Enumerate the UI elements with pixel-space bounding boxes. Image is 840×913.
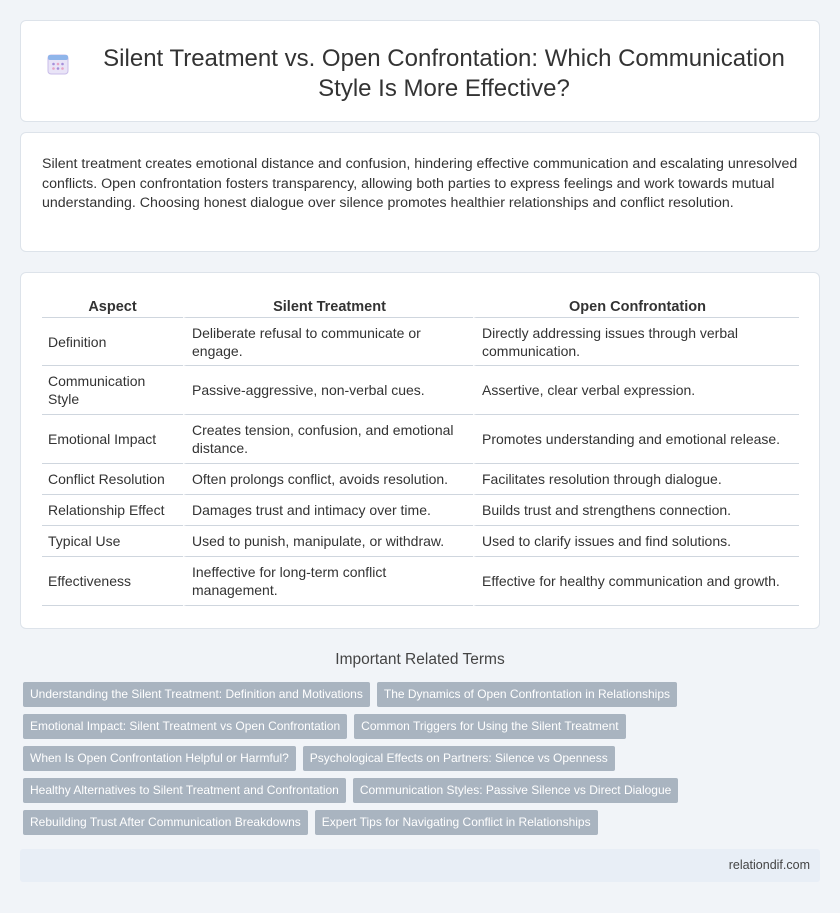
- related-term-tag[interactable]: Psychological Effects on Partners: Silence vs Openness: [303, 746, 615, 771]
- table-header-row: [42, 297, 799, 318]
- tag-row: [23, 746, 823, 778]
- open-confrontation-cell: Effective for healthy communication and growth.: [473, 557, 799, 606]
- column-header-aspect: Aspect: [42, 297, 183, 318]
- related-term-tag[interactable]: Understanding the Silent Treatment: Definition and Motivations: [23, 682, 370, 707]
- silent-treatment-cell: Creates tension, confusion, and emotional distance.: [183, 415, 473, 464]
- aspect-cell: Definition: [42, 318, 183, 366]
- silent-treatment-cell: Used to punish, manipulate, or withdraw.: [183, 526, 473, 557]
- aspect-cell: Conflict Resolution: [42, 464, 183, 495]
- table-row: [42, 464, 799, 495]
- aspect-cell: Communication Style: [42, 366, 183, 415]
- open-confrontation-cell: Promotes understanding and emotional release.: [473, 415, 799, 464]
- aspect-cell: Typical Use: [42, 526, 183, 557]
- table-row: [42, 415, 799, 464]
- comparison-table-card: [20, 272, 820, 629]
- open-confrontation-cell: Directly addressing issues through verbal communication.: [473, 318, 799, 366]
- related-term-tag[interactable]: Healthy Alternatives to Silent Treatment and Confrontation: [23, 778, 346, 803]
- aspect-cell: Relationship Effect: [42, 495, 183, 526]
- footer-site-link[interactable]: relationdif.com: [728, 858, 810, 872]
- table-row: [42, 495, 799, 526]
- related-term-tag[interactable]: Emotional Impact: Silent Treatment vs Open Confrontation: [23, 714, 347, 739]
- open-confrontation-cell: Assertive, clear verbal expression.: [473, 366, 799, 415]
- comparison-table: [42, 297, 799, 606]
- tag-row: [23, 682, 823, 714]
- calendar-grid-icon: [46, 52, 70, 76]
- aspect-cell: Emotional Impact: [42, 415, 183, 464]
- silent-treatment-cell: Ineffective for long-term conflict management.: [183, 557, 473, 606]
- silent-treatment-cell: Passive-aggressive, non-verbal cues.: [183, 366, 473, 415]
- open-confrontation-cell: Builds trust and strengthens connection.: [473, 495, 799, 526]
- column-header-open-confrontation: Open Confrontation: [473, 297, 799, 318]
- silent-treatment-cell: Deliberate refusal to communicate or engage.: [183, 318, 473, 366]
- aspect-cell: Effectiveness: [42, 557, 183, 606]
- table-row: [42, 318, 799, 366]
- related-term-tag[interactable]: Expert Tips for Navigating Conflict in Relationships: [315, 810, 598, 835]
- open-confrontation-cell: Used to clarify issues and find solutions.: [473, 526, 799, 557]
- intro-card: [20, 132, 820, 252]
- related-terms-heading: Important Related Terms: [335, 651, 505, 668]
- related-term-tag[interactable]: Communication Styles: Passive Silence vs Direct Dialogue: [353, 778, 678, 803]
- related-terms-list: [23, 682, 823, 842]
- open-confrontation-cell: Facilitates resolution through dialogue.: [473, 464, 799, 495]
- table-row: [42, 526, 799, 557]
- table-row: [42, 366, 799, 415]
- related-term-tag[interactable]: Common Triggers for Using the Silent Treatment: [354, 714, 625, 739]
- silent-treatment-cell: Damages trust and intimacy over time.: [183, 495, 473, 526]
- tag-row: [23, 778, 823, 810]
- intro-text: Silent treatment creates emotional distance and confusion, hindering effective communication and escalating unresolved conflicts. Open confrontation fosters transparency, allowing both parties to express feelings and work towards mutual understanding. Choosing honest dialogue over silence promotes healthier relationships and conflict resolution.: [42, 156, 798, 211]
- related-term-tag[interactable]: Rebuilding Trust After Communication Breakdowns: [23, 810, 308, 835]
- footer: [20, 849, 820, 882]
- tag-row: [23, 810, 823, 842]
- header-card: [20, 20, 820, 122]
- silent-treatment-cell: Often prolongs conflict, avoids resolution.: [183, 464, 473, 495]
- column-header-silent-treatment: Silent Treatment: [183, 297, 473, 318]
- related-term-tag[interactable]: The Dynamics of Open Confrontation in Relationships: [377, 682, 677, 707]
- tag-row: [23, 714, 823, 746]
- page-title: Silent Treatment vs. Open Confrontation: Which Communication Style Is More Effective?: [103, 45, 785, 102]
- table-row: [42, 557, 799, 606]
- related-term-tag[interactable]: When Is Open Confrontation Helpful or Harmful?: [23, 746, 296, 771]
